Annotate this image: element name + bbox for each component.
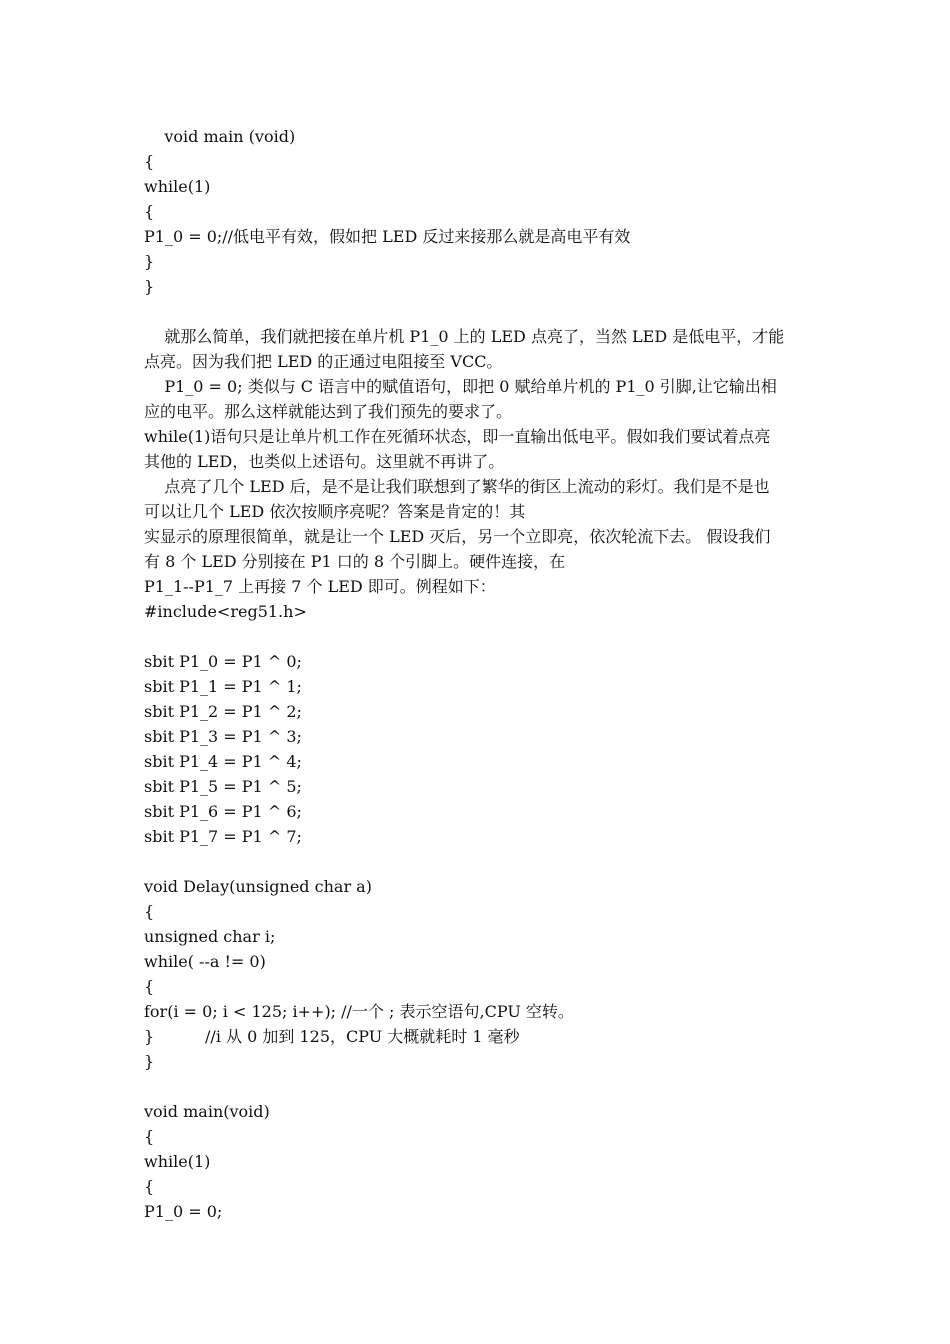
text-line: 有 8 个 LED 分别接在 P1 口的 8 个引脚上。硬件连接，在 <box>144 552 566 571</box>
text-line: sbit P1_3 = P1 ^ 3; <box>144 727 302 746</box>
blank-line <box>144 624 814 649</box>
text-line: P1_1--P1_7 上再接 7 个 LED 即可。例程如下： <box>144 577 496 596</box>
text-line: } //i 从 0 加到 125，CPU 大概就耗时 1 毫秒 <box>144 1027 520 1046</box>
blank-line <box>144 849 814 874</box>
text-line: P1_0 = 0; <box>144 1202 223 1221</box>
text-line: sbit P1_1 = P1 ^ 1; <box>144 677 302 696</box>
blank-line <box>144 1074 814 1099</box>
text-line: while( --a != 0) <box>144 952 266 971</box>
text-line: while(1) <box>144 1152 211 1171</box>
text-line: sbit P1_7 = P1 ^ 7; <box>144 827 302 846</box>
text-line: P1_0 = 0;//低电平有效，假如把 LED 反过来接那么就是高电平有效 <box>144 227 631 246</box>
text-line: void main(void) <box>144 1102 270 1121</box>
text-line: void Delay(unsigned char a) <box>144 877 372 896</box>
text-line: { <box>144 202 155 221</box>
text-line: { <box>144 1177 155 1196</box>
text-line: while(1) <box>144 177 211 196</box>
text-line: sbit P1_2 = P1 ^ 2; <box>144 702 302 721</box>
text-line: sbit P1_5 = P1 ^ 5; <box>144 777 302 796</box>
text-line: 点亮。因为我们把 LED 的正通过电阻接至 VCC。 <box>144 352 503 371</box>
text-line: { <box>144 902 155 921</box>
text-line: while(1)语句只是让单片机工作在死循环状态，即一直输出低电平。假如我们要试着点亮 <box>144 427 771 446</box>
text-line: 其他的 LED，也类似上述语句。这里就不再讲了。 <box>144 452 505 471</box>
text-line: unsigned char i; <box>144 927 276 946</box>
text-line: sbit P1_0 = P1 ^ 0; <box>144 652 302 671</box>
text-line: #include<reg51.h> <box>144 602 307 621</box>
text-line: void main (void) <box>144 127 296 146</box>
blank-line <box>144 299 814 324</box>
text-line: 可以让几个 LED 依次按顺序亮呢？答案是肯定的！其 <box>144 502 526 521</box>
text-line: P1_0 = 0; 类似与 C 语言中的赋值语句，即把 0 赋给单片机的 P1_0 引脚,让它输出相 <box>144 377 777 396</box>
text-line: 就那么简单，我们就把接在单片机 P1_0 上的 LED 点亮了，当然 LED 是低电平，才能 <box>144 327 785 346</box>
text-line: { <box>144 977 155 996</box>
text-line: } <box>144 277 155 296</box>
text-line: 点亮了几个 LED 后，是不是让我们联想到了繁华的街区上流动的彩灯。我们是不是也 <box>144 477 770 496</box>
text-line: { <box>144 1127 155 1146</box>
text-line: sbit P1_4 = P1 ^ 4; <box>144 752 302 771</box>
text-line: 应的电平。那么这样就能达到了我们预先的要求了。 <box>144 402 513 421</box>
text-line: } <box>144 252 155 271</box>
text-line: } <box>144 1052 155 1071</box>
text-line: 实显示的原理很简单，就是让一个 LED 灭后，另一个立即亮，依次轮流下去。 假设我们 <box>144 527 771 546</box>
text-line: { <box>144 152 155 171</box>
text-line: for(i = 0; i < 125; i++); //一个 ; 表示空语句,CPU 空转。 <box>144 1002 574 1021</box>
text-line: sbit P1_6 = P1 ^ 6; <box>144 802 302 821</box>
